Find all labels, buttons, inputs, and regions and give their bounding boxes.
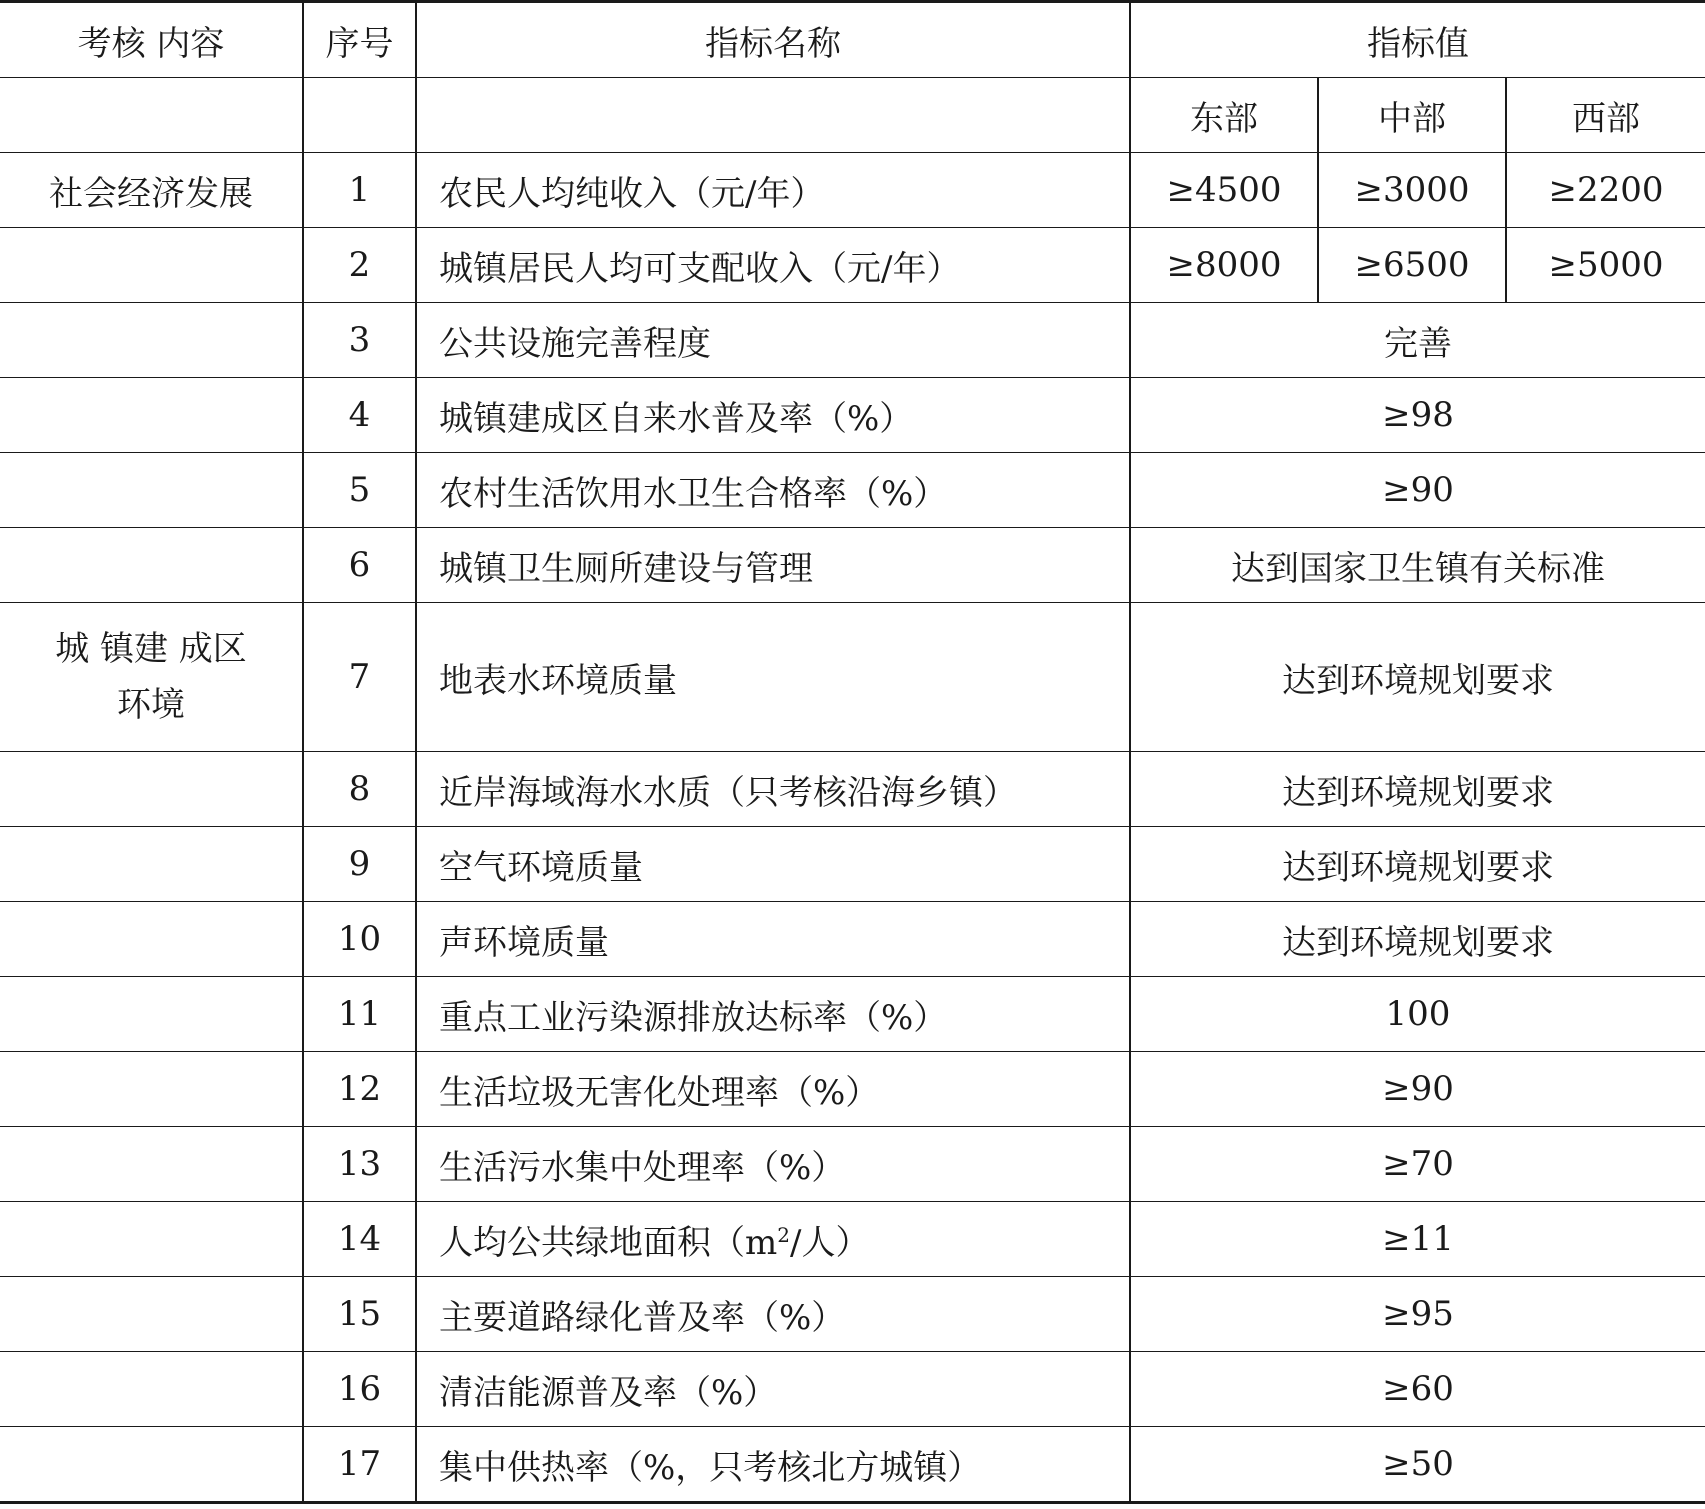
row-name: 清洁能源普及率（%） [416,1352,1130,1427]
table-row [0,977,1705,1052]
table-row [0,228,1705,303]
row-name: 地表水环境质量 [416,603,1130,752]
header-row [0,2,1705,78]
table-row [0,378,1705,453]
row-name: 农村生活饮用水卫生合格率（%） [416,453,1130,528]
row-value: ≥70 [1130,1127,1705,1202]
row-seq: 7 [303,603,416,752]
empty-cell [0,902,303,977]
row-west: ≥5000 [1506,228,1705,303]
row-value: ≥95 [1130,1277,1705,1352]
empty-cell [0,303,303,378]
table-row [0,827,1705,902]
row-seq: 16 [303,1352,416,1427]
empty-cell [0,528,303,603]
empty-cell [0,827,303,902]
table-row [0,902,1705,977]
row-west: ≥2200 [1506,153,1705,228]
table-row [0,1277,1705,1352]
row-seq: 14 [303,1202,416,1277]
row-name: 公共设施完善程度 [416,303,1130,378]
header-value: 指标值 [1130,2,1705,78]
header-west: 西部 [1506,78,1705,153]
row-value: 达到环境规划要求 [1130,902,1705,977]
row-central: ≥6500 [1318,228,1506,303]
row-value: 完善 [1130,303,1705,378]
row-name [416,1202,1130,1277]
table-row [0,1052,1705,1127]
row-seq: 17 [303,1427,416,1503]
table-row [0,153,1705,228]
category-socioeconomic: 社会经济发展 [0,153,303,228]
row-name: 生活污水集中处理率（%） [416,1127,1130,1202]
row-east: ≥8000 [1130,228,1318,303]
empty-cell [0,228,303,303]
row-name-suffix: /人） [789,1222,870,1263]
table-row [0,303,1705,378]
row-seq: 5 [303,453,416,528]
row-value: 100 [1130,977,1705,1052]
empty-cell [0,453,303,528]
row-value: ≥98 [1130,378,1705,453]
row-central: ≥3000 [1318,153,1506,228]
row-seq: 8 [303,752,416,827]
row-seq: 15 [303,1277,416,1352]
row-name: 主要道路绿化普及率（%） [416,1277,1130,1352]
row-name: 空气环境质量 [416,827,1130,902]
row-value: ≥60 [1130,1352,1705,1427]
row-seq: 1 [303,153,416,228]
row-name: 集中供热率（%，只考核北方城镇） [416,1427,1130,1503]
row-value: ≥11 [1130,1202,1705,1277]
row-value: 达到国家卫生镇有关标准 [1130,528,1705,603]
empty-cell [0,378,303,453]
row-value: ≥90 [1130,453,1705,528]
subheader-row [0,78,1705,153]
empty-cell [0,1202,303,1277]
empty-cell [0,1352,303,1427]
table-row [0,453,1705,528]
row-name: 城镇建成区自来水普及率（%） [416,378,1130,453]
row-name-prefix: 人均公共绿地面积（m [439,1222,778,1263]
row-seq: 4 [303,378,416,453]
table-row [0,1352,1705,1427]
header-central: 中部 [1318,78,1506,153]
header-seq: 序号 [303,2,416,78]
empty-cell [0,1052,303,1127]
row-name: 城镇居民人均可支配收入（元/年） [416,228,1130,303]
header-east: 东部 [1130,78,1318,153]
empty-cell [0,1127,303,1202]
row-name: 重点工业污染源排放达标率（%） [416,977,1130,1052]
row-name: 农民人均纯收入（元/年） [416,153,1130,228]
category-environment-line2: 环境 [117,685,185,725]
row-seq: 13 [303,1127,416,1202]
row-seq: 2 [303,228,416,303]
row-name: 生活垃圾无害化处理率（%） [416,1052,1130,1127]
row-name: 声环境质量 [416,902,1130,977]
row-name: 城镇卫生厕所建设与管理 [416,528,1130,603]
row-value: 达到环境规划要求 [1130,603,1705,752]
category-environment [0,603,303,752]
empty-cell [0,78,303,153]
row-seq: 9 [303,827,416,902]
table-row [0,1127,1705,1202]
row-name: 近岸海域海水水质（只考核沿海乡镇） [416,752,1130,827]
row-seq: 10 [303,902,416,977]
empty-cell [0,1277,303,1352]
row-east: ≥4500 [1130,153,1318,228]
empty-cell [303,78,416,153]
row-seq: 6 [303,528,416,603]
row-value: 达到环境规划要求 [1130,752,1705,827]
row-seq: 11 [303,977,416,1052]
empty-cell [416,78,1130,153]
table-row [0,528,1705,603]
empty-cell [0,752,303,827]
table-row [0,1202,1705,1277]
row-value: ≥50 [1130,1427,1705,1503]
row-value: 达到环境规划要求 [1130,827,1705,902]
table-row [0,603,1705,752]
table-row [0,752,1705,827]
row-seq: 12 [303,1052,416,1127]
row-seq: 3 [303,303,416,378]
row-name-superscript: 2 [777,1222,790,1247]
row-value: ≥90 [1130,1052,1705,1127]
empty-cell [0,1427,303,1503]
header-category: 考核 内容 [0,2,303,78]
empty-cell [0,977,303,1052]
category-environment-line1: 城 镇建 成区 [55,629,247,669]
table-row [0,1427,1705,1503]
header-name: 指标名称 [416,2,1130,78]
